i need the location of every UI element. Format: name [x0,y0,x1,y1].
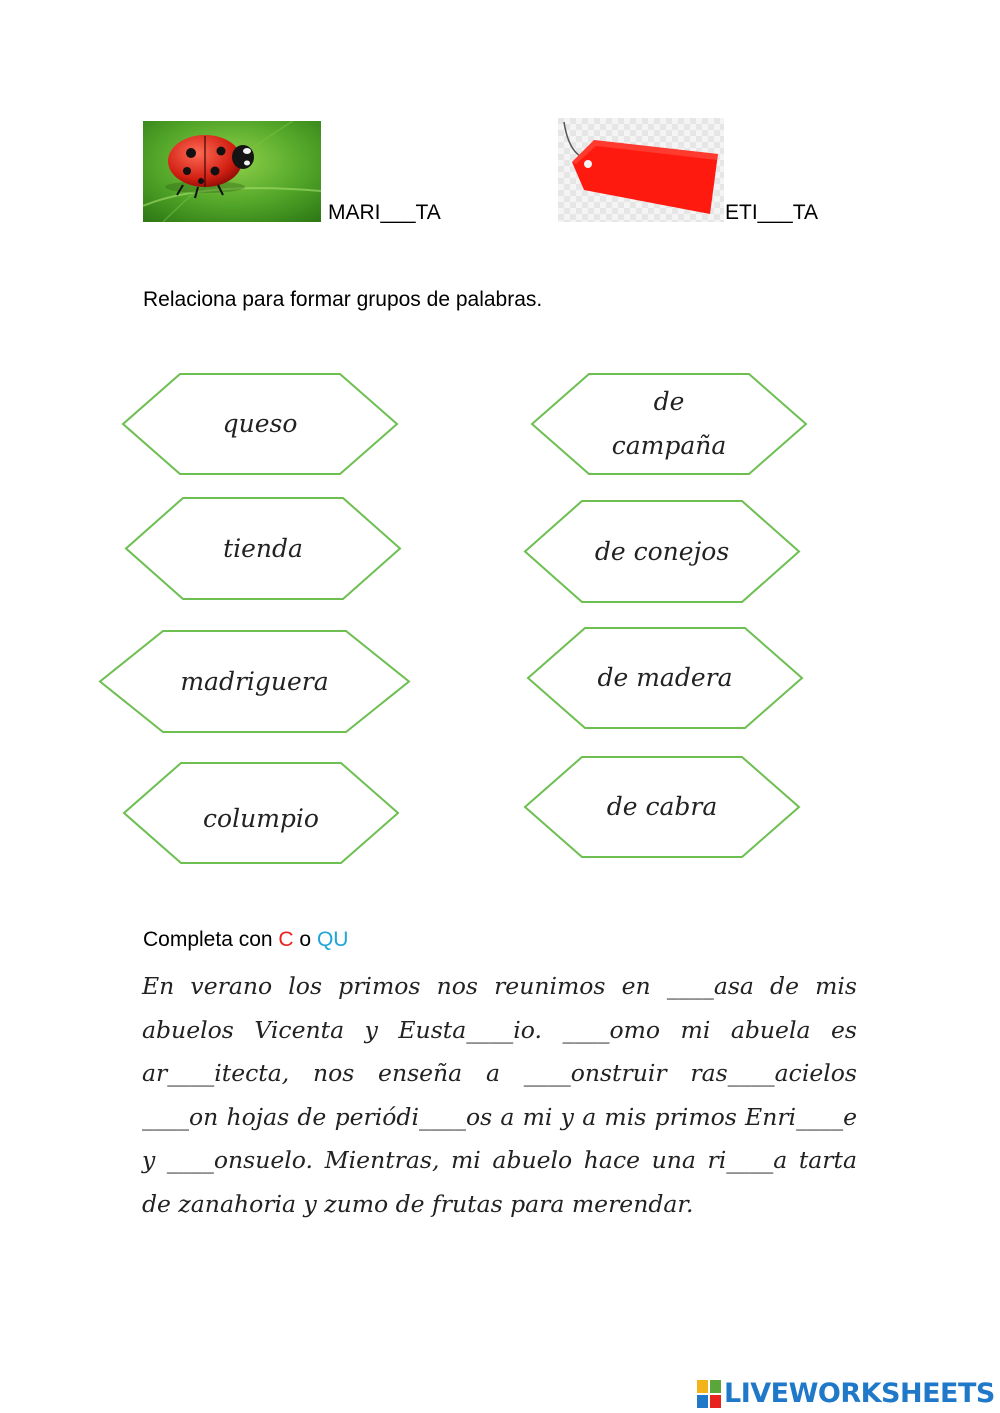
match-instruction: Relaciona para formar grupos de palabras. [143,288,543,311]
hex-right-4-label: de cabra [606,792,718,821]
hex-right-1-label [531,373,811,475]
hex-left-2[interactable] [125,497,401,600]
hex-left-1[interactable] [122,373,398,475]
hex-left-4[interactable] [123,762,399,864]
brand-name: LIVEWORKSHEETS [724,1378,995,1409]
hex-right-4[interactable] [524,756,800,858]
hex-left-1-label: queso [222,409,298,438]
hex-right-2[interactable] [524,500,800,603]
hex-right-2-label: de conejos [594,536,730,566]
fill-in-paragraph: En verano los primos nos reunimos en ____asa de mis abuelos Vicenta y Eusta____io. ____omo mi abuela es ar____itecta, nos enseña a ____onstruir ras____acielos ____on hojas de periódi____os a mi y a mis primos Enri____e y ____onsuelo. Mientras, mi abuelo hace una ri____a tarta de zanahoria y zumo de frutas para merendar. [142,972,857,1218]
word-mariquita: MARI___TA [328,201,441,224]
hex-right-3-label: de madera [597,663,733,692]
hex-left-3-label: madriguera [180,666,329,696]
ladybug-image [143,121,321,222]
tag-image [558,118,724,222]
word-etiqueta: ETI___TA [725,201,818,224]
option-c: C [278,928,294,951]
liveworksheets-logo [697,1378,995,1409]
option-qu: QU [316,928,349,951]
complete-instruction [143,928,348,952]
hex-right-1-line1: de [653,387,685,416]
complete-prefix: Completa con [143,928,279,951]
hex-right-3[interactable] [527,627,803,729]
hex-left-3[interactable] [99,630,410,733]
complete-connector: o [293,928,317,951]
hex-left-4-label: columpio [203,804,319,833]
hex-left-2-label: tienda [223,533,303,563]
live-blocks-icon [697,1380,721,1408]
hex-right-1[interactable] [531,373,807,475]
hex-right-1-line2: campaña [611,431,727,460]
